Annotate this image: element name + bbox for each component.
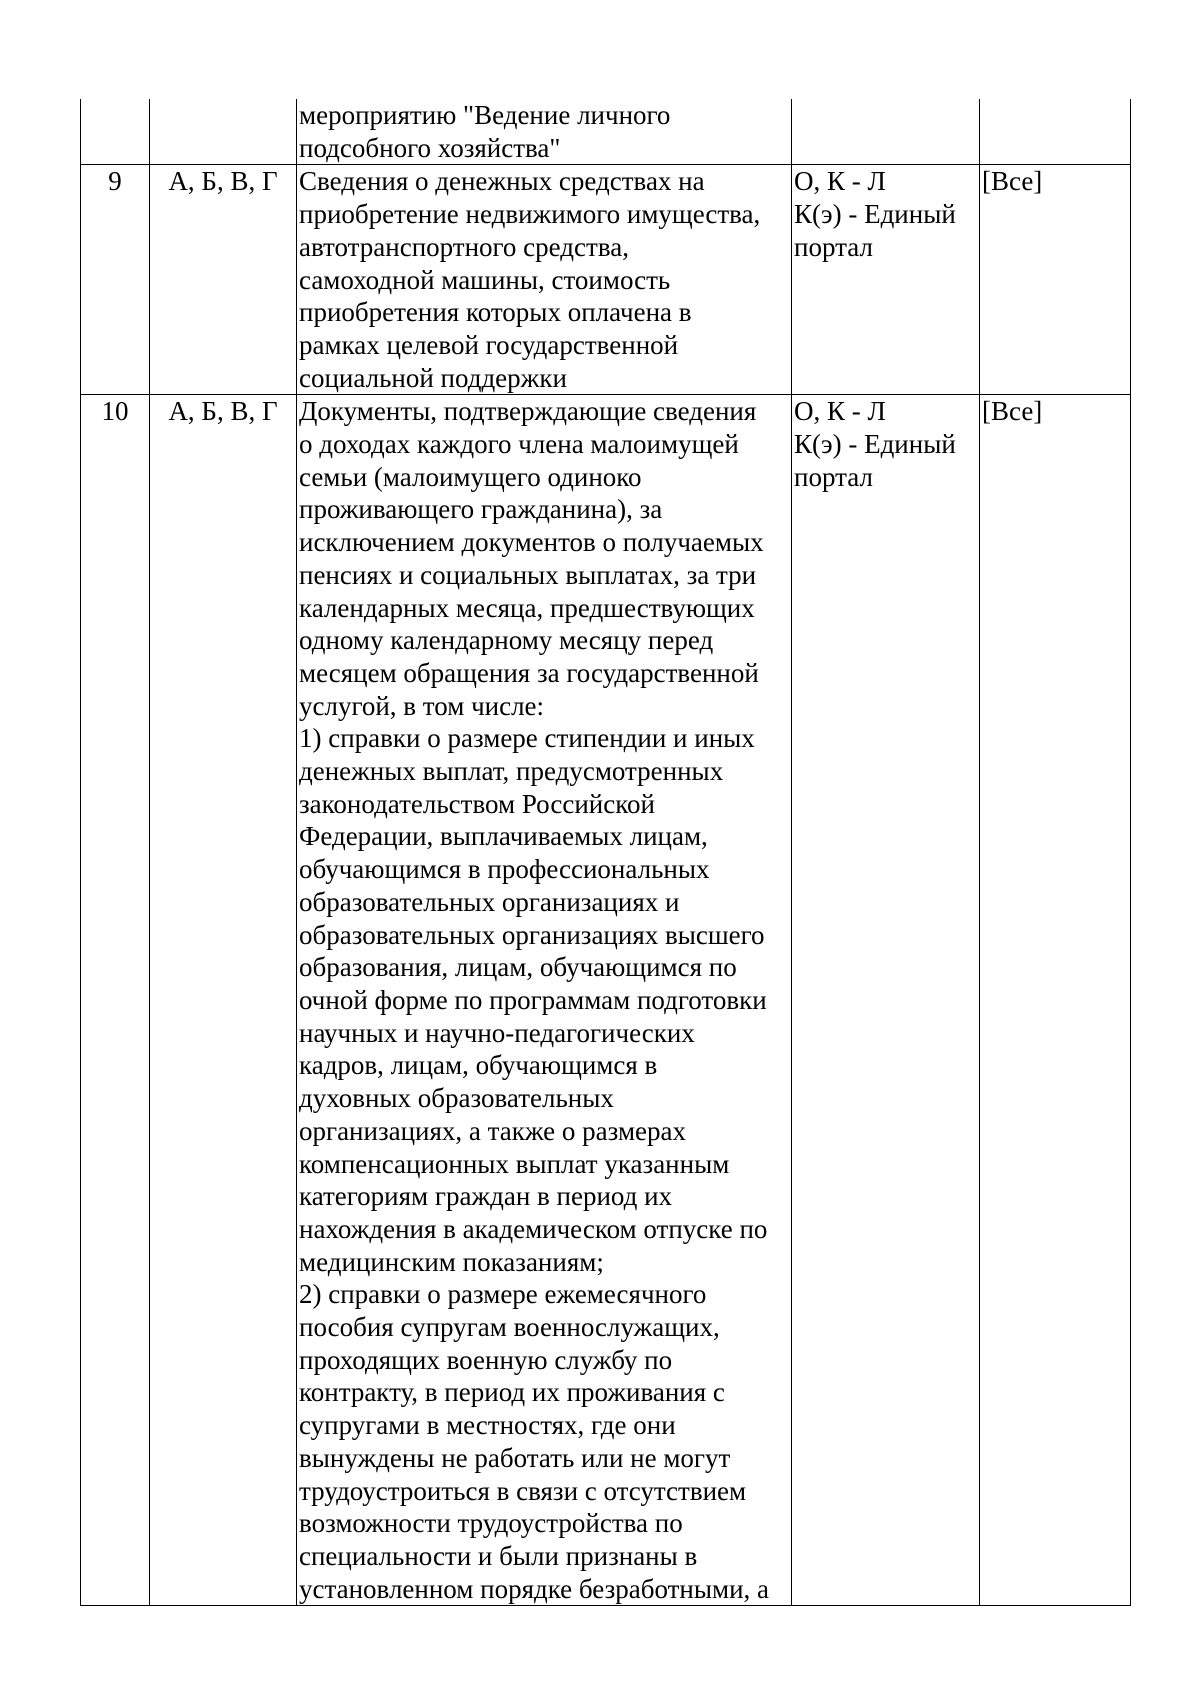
document-description-cell [297, 99, 792, 165]
description-line: трудоустроиться в связи с отсутствием [299, 1475, 747, 1506]
document-description-cell [297, 395, 792, 1606]
description-line: медицинским показаниям; [299, 1246, 604, 1277]
description-line: образования, лицам, обучающимся по [299, 952, 737, 983]
submission-method-line: портал [794, 461, 873, 492]
submission-method-cell [792, 165, 980, 395]
description-line: рамках целевой государственной [299, 329, 679, 360]
table-row-10 [81, 395, 1131, 1606]
document-description-cell [297, 165, 792, 395]
description-line: приобретения которых оплачена в [299, 297, 692, 328]
applicability-cell: [Все] [980, 395, 1131, 1606]
description-line: автотранспортного средства, [299, 231, 629, 262]
description-line: образовательных организациях высшего [299, 919, 765, 950]
documents-table [80, 99, 1131, 1606]
description-line: самоходной машины, стоимость [299, 264, 671, 295]
applicability-cell: [Все] [980, 165, 1131, 395]
submission-method-line: К(э) - Единый [794, 199, 956, 230]
description-line: проживающего гражданина), за [299, 494, 663, 525]
description-line: вынуждены не работать или не могут [299, 1442, 731, 1473]
applicability-cell [980, 99, 1131, 165]
description-line: Сведения о денежных средствах на [299, 166, 705, 197]
description-line: нахождения в академическом отпуске по [299, 1213, 768, 1244]
description-line: услугой, в том числе: [299, 690, 545, 721]
description-line: Федерации, выплачиваемых лицам, [299, 821, 708, 852]
applicant-categories-cell [150, 99, 297, 165]
description-line: календарных месяца, предшествующих [299, 592, 755, 623]
description-line: научных и научно-педагогических [299, 1017, 695, 1048]
submission-method-line: К(э) - Единый [794, 429, 956, 460]
description-line: обучающимся в профессиональных [299, 854, 710, 885]
description-line: исключением документов о получаемых [299, 527, 764, 558]
table-row-9 [81, 165, 1131, 395]
row-number-cell: 9 [81, 165, 150, 395]
description-line: контракту, в период их проживания с [299, 1377, 725, 1408]
description-line: организациях, а также о размерах [299, 1115, 686, 1146]
description-line: денежных выплат, предусмотренных [299, 756, 724, 787]
row-number-cell: 10 [81, 395, 150, 1606]
description-line: проходящих военную службу по [299, 1344, 673, 1375]
description-line: 1) справки о размере стипендии и иных [299, 723, 755, 754]
description-line: одному календарному месяцу перед [299, 625, 714, 656]
description-line: категориям граждан в период их [299, 1181, 673, 1212]
description-line: Документы, подтверждающие сведения [299, 396, 757, 427]
applicant-categories-cell: А, Б, В, Г [150, 165, 297, 395]
submission-method-line: О, К - Л [794, 166, 886, 197]
row-number-cell [81, 99, 150, 165]
submission-method-cell [792, 99, 980, 165]
description-line: 2) справки о размере ежемесячного [299, 1279, 707, 1310]
description-line: семьи (малоимущего одиноко [299, 461, 642, 492]
table-row-continuation [81, 99, 1131, 165]
description-line: пособия супругам военнослужащих, [299, 1312, 720, 1343]
description-line: духовных образовательных [299, 1083, 614, 1114]
description-line: месяцем обращения за государственной [299, 657, 759, 688]
description-line: очной форме по программам подготовки [299, 984, 767, 1015]
table-body [81, 99, 1131, 1606]
submission-method-line: О, К - Л [794, 396, 886, 427]
description-line: кадров, лицам, обучающимся в [299, 1050, 658, 1081]
description-line: супругами в местностях, где они [299, 1410, 676, 1441]
description-line: пенсиях и социальных выплатах, за три [299, 559, 757, 590]
description-line: компенсационных выплат указанным [299, 1148, 730, 1179]
description-line: возможности трудоустройства по [299, 1508, 683, 1539]
submission-method-cell [792, 395, 980, 1606]
description-line: подсобного хозяйства" [299, 132, 561, 163]
description-line: приобретение недвижимого имущества, [299, 199, 761, 230]
description-line: законодательством Российской [299, 788, 655, 819]
description-line: мероприятию "Ведение личного [299, 100, 671, 130]
description-line: образовательных организациях и [299, 886, 680, 917]
description-line: социальной поддержки [299, 362, 567, 393]
description-line: о доходах каждого члена малоимущей [299, 429, 739, 460]
submission-method-line: портал [794, 231, 873, 262]
description-line: установленном порядке безработными, а [299, 1573, 770, 1604]
description-line: специальности и были признаны в [299, 1540, 698, 1571]
applicant-categories-cell: А, Б, В, Г [150, 395, 297, 1606]
